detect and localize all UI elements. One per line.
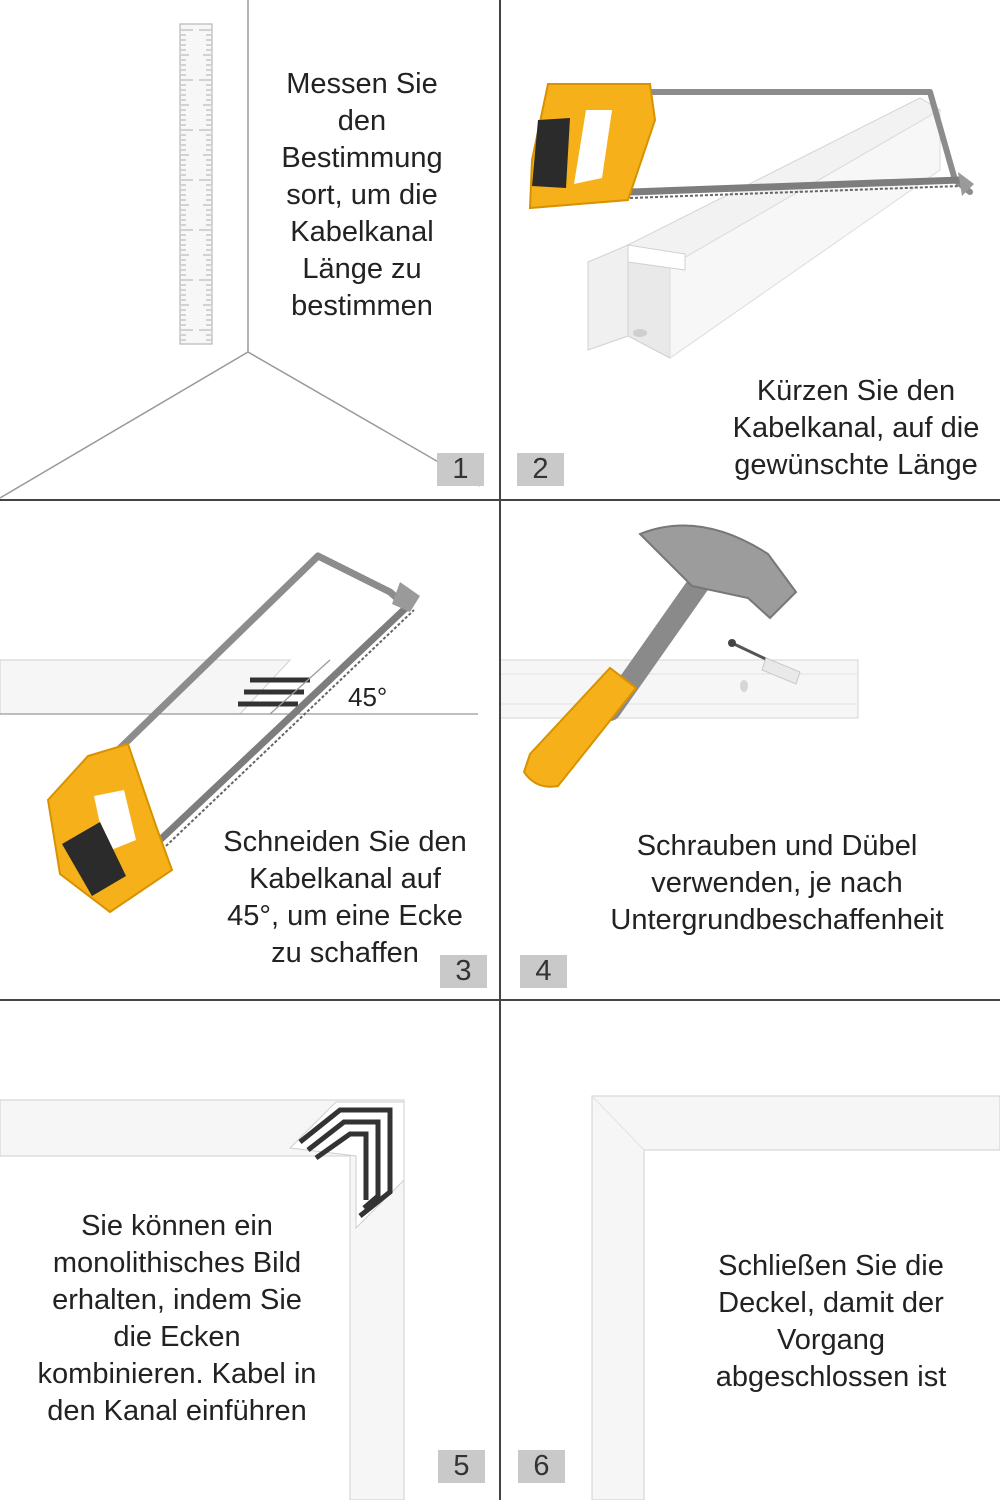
step-panel-1 xyxy=(0,0,500,500)
step-1-number-badge: 1 xyxy=(437,453,484,486)
step-5-caption: Sie können ein monolithisches Bild erhalten, indem Sie die Ecken kombinieren. Kabel in den Kanal einführen xyxy=(37,1210,317,1427)
step-4-caption: Schrauben und Dübel verwenden, je nach Untergrundbeschaffenheit xyxy=(610,830,944,936)
step-panel-6 xyxy=(500,1000,1000,1500)
step-3-number-badge: 3 xyxy=(440,955,487,988)
step-1-caption: Messen Sie den Bestimmung sort, um die Kabelkanal Länge zu bestimmen xyxy=(281,68,443,322)
vertical-divider xyxy=(499,0,501,1500)
step-panel-2 xyxy=(500,0,1000,500)
step-2-caption: Kürzen Sie den Kabelkanal, auf die gewünschte Länge xyxy=(732,375,980,481)
cable-duct-icon xyxy=(500,660,858,718)
step-2-number-badge: 2 xyxy=(517,453,564,486)
cable-duct-icon xyxy=(0,660,478,714)
step-3-caption: Schneiden Sie den Kabelkanal auf 45°, um eine Ecke zu schaffen xyxy=(223,826,467,969)
step-6-number-badge: 6 xyxy=(518,1450,565,1483)
step-panel-4 xyxy=(500,500,1000,1000)
ruler-icon xyxy=(180,24,212,344)
step-5-number-badge: 5 xyxy=(438,1450,485,1483)
step-4-number-badge: 4 xyxy=(520,955,567,988)
horizontal-divider-top xyxy=(0,499,1000,501)
angle-label: 45° xyxy=(348,682,388,712)
step-panel-3 xyxy=(0,500,500,1000)
step-panel-5 xyxy=(0,1000,500,1500)
step-6-caption: Schließen Sie die Deckel, damit der Vorgang abgeschlossen ist xyxy=(715,1250,947,1393)
hammer-icon xyxy=(524,526,796,787)
horizontal-divider-bottom xyxy=(0,999,1000,1001)
